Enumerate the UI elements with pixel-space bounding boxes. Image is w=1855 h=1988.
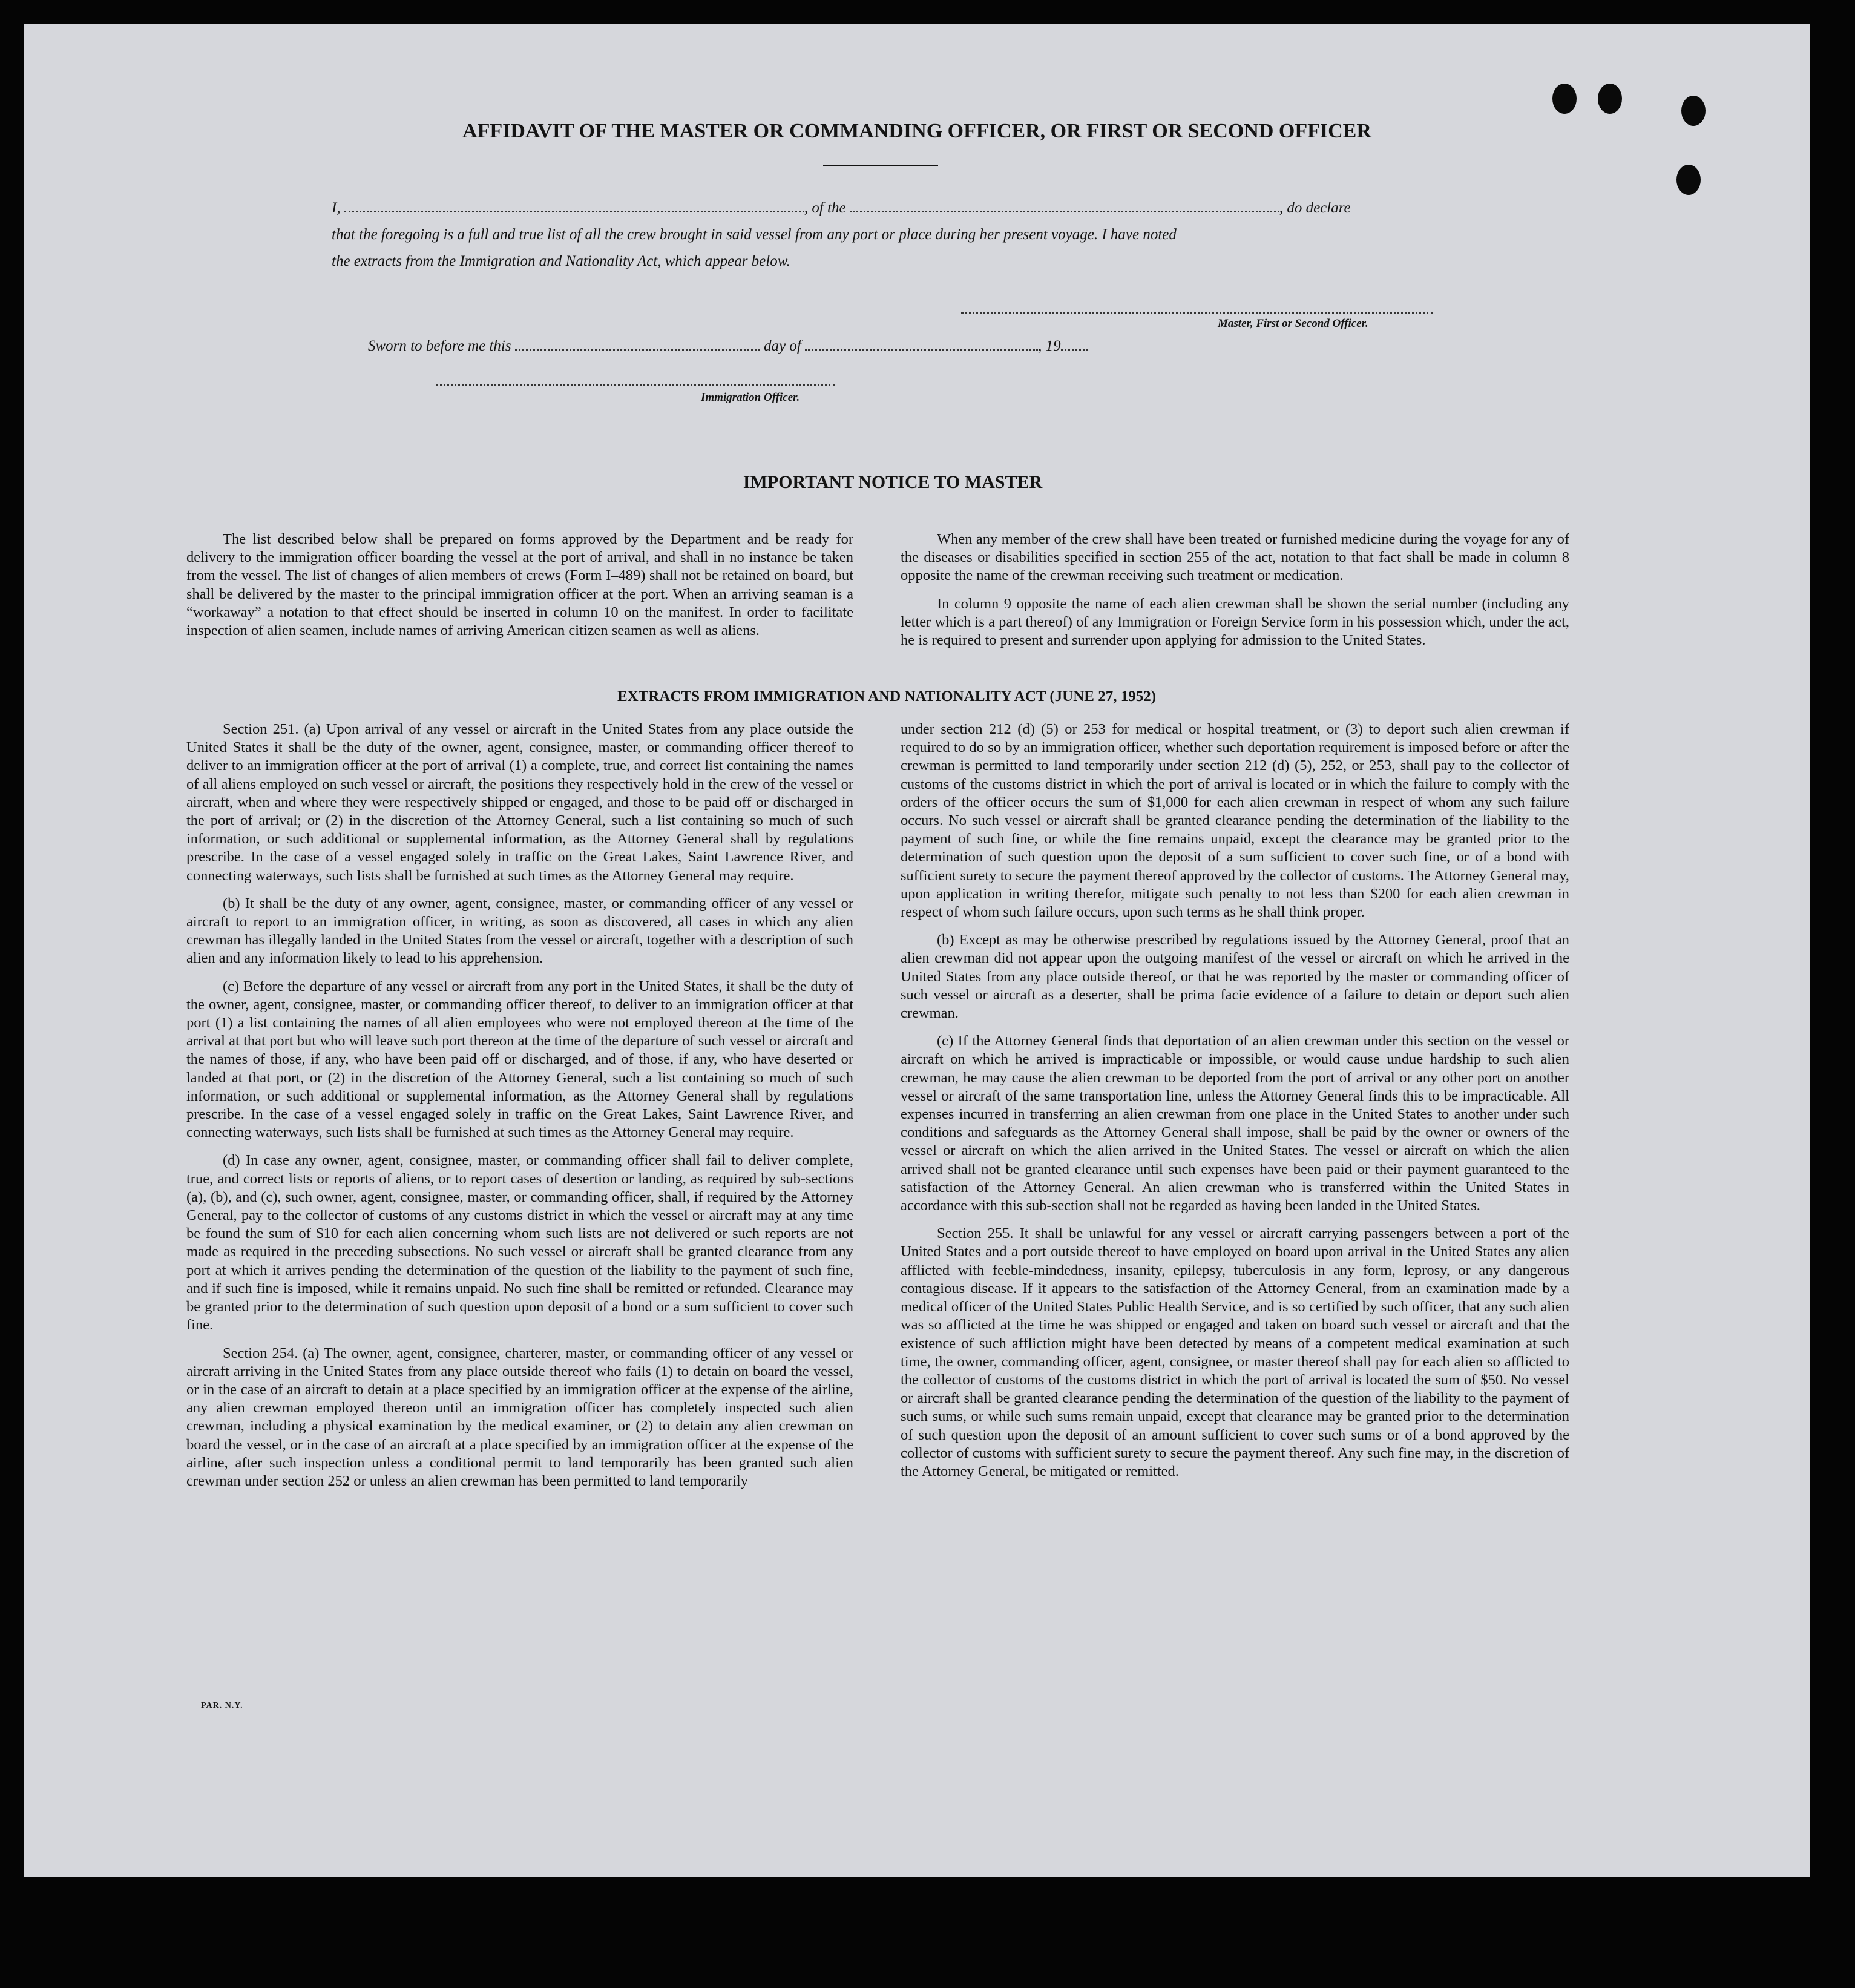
year-field[interactable] [1061,345,1088,351]
declaration-line-1 [332,195,1351,222]
extracts-title: EXTRACTS FROM IMMIGRATION AND NATIONALITY ACT (JUNE 27, 1952) [617,688,1157,705]
section-254-c: (c) If the Attorney General finds that deportation of an alien crewman under this section on the vessel or aircraft on which he arrived is impracticable or impossible, or would cause undue hardship to such alien crewman, he may cause the alien crewman to be deported from the port of arrival or any other port on another vessel or aircraft of the same transportation line, unless the Attorney General finds this to be impracticable. All expenses incurred in transferring an alien crewman from one place in the United States to another under such conditions and safeguards as the Attorney General shall impose, shall be paid by the owner or owners of the vessel or aircraft on which the alien arrived in the United States. The vessel or aircraft on which the alien arrived shall not be granted clearance until such expenses have been paid or their payment guaranteed to the satisfaction of the Attorney General. An alien crewman who is transferred within the United States in accordance with this sub-section shall not be regarded as having been landed in the United States. [901,1033,1569,1214]
section-254-b: (b) Except as may be otherwise prescribed by regulations issued by the Attorney General, proof that an alien crewman did not appear upon the outgoing manifest of the vessel or aircraft on which he arrived in the United States from any place outside thereof, or that he was reported by the master or commanding officer of such vessel or aircraft as a deserter, shall be prima facie evidence of a failure to detain or deport such alien crewman. [901,932,1569,1022]
master-signature-line[interactable] [961,312,1433,314]
section-251-b: (b) It shall be the duty of any owner, agent, consignee, master, or commanding officer of any vessel or aircraft to report to an immigration officer, in writing, as soon as discovered, all cases in which any alien crewman has illegally landed in the United States from the vessel or aircraft, together with a description of such alien and any information likely to lead to his apprehension. [186,895,853,967]
notice-right-column [901,530,1569,650]
sworn-line [368,333,1088,360]
sworn-suffix: , 19 [1038,338,1061,354]
punch-hole [1676,165,1701,195]
officer-signature-label: Immigration Officer. [701,391,800,404]
day-field[interactable] [515,345,760,351]
notice-title: IMPORTANT NOTICE TO MASTER [743,472,1043,492]
printer-mark: PAR. N.Y. [201,1701,243,1710]
declaration-suffix: , do declare [1279,200,1351,216]
section-251-c: (c) Before the departure of any vessel or aircraft from any port in the United States, it shall be the duty of the owner, agent, consignee, master, or commanding officer thereof, to deliver to an immigration officer at that port (1) a list containing the names of all alien employees who were not employed thereon at the time of the arrival at that port but who will leave such port thereon at the time of the departure of such vessel or aircraft and the names of those, if any, who have been paid off or discharged, and of those, if any, who have deserted or landed at that port, or (2) in the discretion of the Attorney General, such a list containing so much of such information, or such additional or supplemental information, as the Attorney General shall by regulations prescribe. In the case of a vessel engaged solely in traffic on the Great Lakes, Saint Lawrence River, and connecting waterways, such lists shall be furnished at such times as the Attorney General may require. [186,978,853,1141]
declaration-line-3: the extracts from the Immigration and Nationality Act, which appear below. [332,253,790,269]
name-field[interactable] [344,207,804,212]
section-251-d: (d) In case any owner, agent, consignee, master, or commanding officer shall fail to deliver complete, true, and correct lists or reports of aliens, or to report cases of desertion or landing, as required by sub-sections (a), (b), and (c), such owner, agent, consignee, master, or commanding officer, shall, if required by the Attorney General, pay to the collector of customs of any customs district in which the vessel or aircraft may at any time be found the sum of $10 for each alien concerning whom such lists are not delivered or such reports are not made as required in the preceding subsections. No such vessel or aircraft shall be granted clearance from any port at which it arrives pending the determination of the question of the liability to the payment of such fine, and if such fine is imposed, while it remains unpaid. No such fine shall be remitted or refunded. Clearance may be granted prior to the determination of such question upon deposit of a bond or a sum sufficient to cover such fine. [186,1152,853,1334]
notice-left-paragraph: The list described below shall be prepared on forms approved by the Department and be ready for delivery to the immigration officer boarding the vessel at the port of arrival, and shall in no instance be taken from the vessel. The list of changes of alien members of crews (Form I–489) shall not be retained on board, but shall be delivered by the master to the principal immigration officer at the port. When an arriving seaman is a “workaway” a notation to that effect should be inserted in column 10 on the manifest. In order to facilitate inspection of alien seamen, include names of arriving American citizen seamen as well as aliens. [186,531,853,639]
sworn-mid: day of [764,338,801,354]
notice-left-column [186,530,853,640]
punch-hole [1552,84,1577,114]
officer-signature-line[interactable] [436,384,835,386]
declaration-line-2: that the foregoing is a full and true list of all the crew brought in said vessel from any port or place during her present voyage. I have noted [332,226,1177,243]
declaration-prefix: I, [332,200,341,216]
section-254-a: Section 254. (a) The owner, agent, consignee, charterer, master, or commanding officer of any vessel or aircraft arriving in the United States from any place outside thereof who fails (1) to detain on board the vessel, or in the case of an aircraft to detain at a place specified by an immigration officer at the expense of the airline, any alien crewman employed thereon until an immigration officer has completely inspected such alien crewman, including a physical examination by the medical examiner, or (2) to detain any alien crewman on board the vessel, or in the case of an aircraft at a place specified by an immigration officer at the expense of the airline, after such inspection unless a conditional permit to land temporarily has been granted such alien crewman under section 252 or unless an alien crewman has been permitted to land temporarily [186,1345,853,1489]
punch-hole [1598,84,1622,114]
notice-right-paragraph-2: In column 9 opposite the name of each alien crewman shall be shown the serial number (including any letter which is a part thereof) of any Immigration or Foreign Service form in his possession which, under the act, he is required to present and surrender upon applying for admission to the United States. [901,595,1569,649]
document-page [24,24,1810,1877]
affidavit-title: AFFIDAVIT OF THE MASTER OR COMMANDING OFFICER, OR FIRST OR SECOND OFFICER [462,120,1371,142]
master-signature-label: Master, First or Second Officer. [1218,317,1368,330]
section-255: Section 255. It shall be unlawful for any vessel or aircraft carrying passengers between a port of the United States and a port outside thereof to have employed on board upon arrival in the United States any alien afflicted with feeble-mindedness, insanity, epilepsy, tuberculosis in any form, leprosy, or any dangerous contagious disease. If it appears to the satisfaction of the Attorney General, from an examination made by a medical officer of the United States Public Health Service, and is so certified by such officer, that any such alien was so afflicted at the time he was shipped or engaged and taken on board such vessel or aircraft and that the existence of such affliction might have been detected by means of a competent medical examination at such time, the owner, commanding officer, agent, consignee, or master thereof shall pay for each alien so afflicted to the collector of customs of the customs district in which the port of arrival is located the sum of $50. No vessel or aircraft shall be granted clearance pending the determination of the question of the liability to the payment of such sums, or while such sums remain unpaid, except that clearance may be granted prior to the determination of such question upon the deposit of an amount sufficient to cover such sums or of a bond approved by the collector of customs with sufficient surety to secure the payment thereof. Any such fine may, in the discretion of the Attorney General, be mitigated or remitted. [901,1225,1569,1479]
declaration-mid: , of the [804,200,846,216]
extracts-left-column [186,720,853,1490]
section-254-a-continued: under section 212 (d) (5) or 253 for medical or hospital treatment, or (3) to deport such alien crewman if required to do so by an immigration officer, whether such deportation requirement is imposed before or after the crewman is permitted to land temporarily under section 212 (d) (5), 252, or 253, shall pay to the collector of customs of the customs district in which the port of arrival is located or in which the failure to comply with the orders of the officer occurs the sum of $1,000 for each alien crewman in respect of whom any such failure occurs. No such vessel or aircraft shall be granted clearance pending the determination of the liability to the payment of such fine, or while the fine remains unpaid, except the clearance may be granted prior to the determination of such question upon the deposit of a sum sufficient to cover such fine, or of a bond with sufficient surety to secure the payment thereof approved by the collector of customs. The Attorney General may, upon application in writing therefor, mitigate such penalty to not less than $200 for each alien crewman in respect of whom such failure occurs, upon such terms as he shall think proper. [901,721,1569,921]
title-rule [823,165,938,166]
month-field[interactable] [805,345,1038,351]
notice-right-paragraph-1: When any member of the crew shall have been treated or furnished medicine during the voyage for any of the diseases or disabilities specified in section 255 of the act, notation to that fact shall be made in column 8 opposite the name of the crewman receiving such treatment or medication. [901,531,1569,584]
extracts-right-column [901,720,1569,1481]
section-251-a: Section 251. (a) Upon arrival of any vessel or aircraft in the United States from any place outside the United States it shall be the duty of the owner, agent, consignee, master, or commanding officer thereof to deliver to an immigration officer at the port of arrival (1) a complete, true, and correct list containing the names of all aliens employed on such vessel or aircraft, the positions they respectively hold in the crew of the vessel or aircraft, when and where they were respectively shipped or engaged, and those to be paid off or discharged in the port of arrival; or (2) in the discretion of the Attorney General, such a list containing so much of such information, or such additional or supplemental information, as the Attorney General shall by regulations prescribe. In the case of a vessel engaged solely in traffic on the Great Lakes, Saint Lawrence River, and connecting waterways, such lists shall be furnished at such times as the Attorney General may require. [186,721,853,884]
sworn-prefix: Sworn to before me this [368,338,511,354]
vessel-field[interactable] [850,207,1279,212]
